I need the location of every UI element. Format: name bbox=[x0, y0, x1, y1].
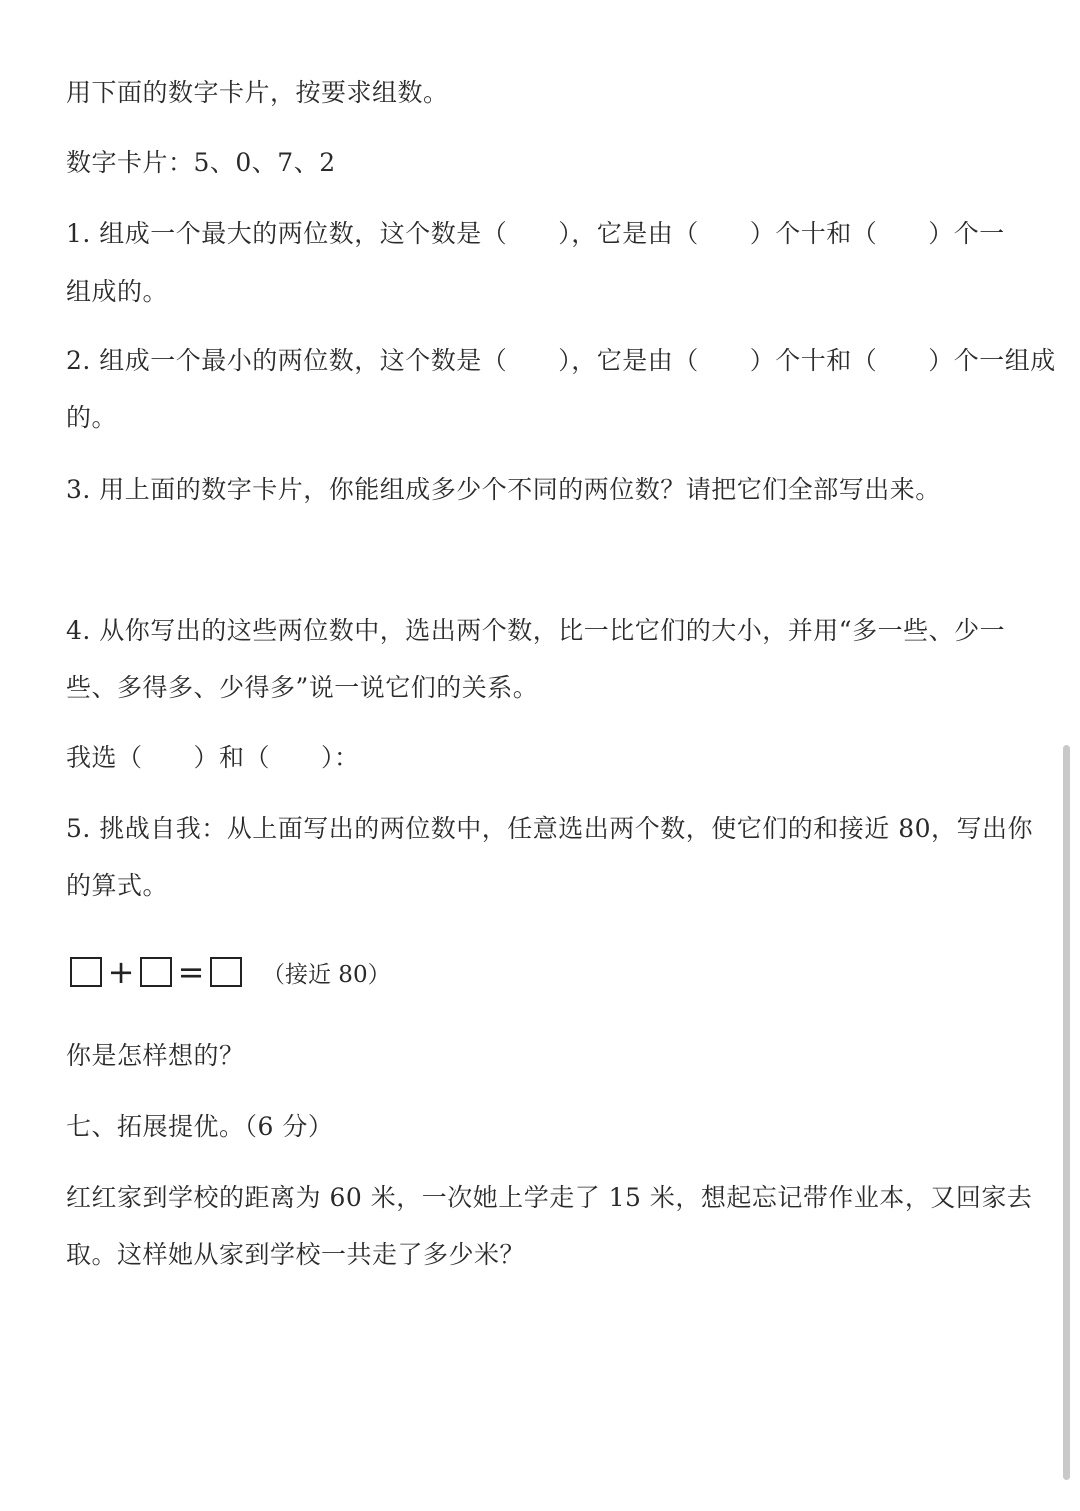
question-5-followup: 你是怎样想的？ bbox=[66, 1041, 245, 1070]
question-4-line-2: 些、多得多、少得多”说一说它们的关系。 bbox=[66, 673, 539, 702]
question-5-line-2: 的算式。 bbox=[66, 871, 169, 900]
question-4-line-1: 4. 从你写出的这些两位数中，选出两个数，比一比它们的大小，并用“多一些、少一 bbox=[66, 616, 1006, 645]
question-1-line-1: 1. 组成一个最大的两位数，这个数是（ ），它是由（ ）个十和（ ）个一 bbox=[66, 219, 1005, 248]
intro-text: 用下面的数字卡片，按要求组数。 bbox=[66, 78, 449, 107]
section-7-line-1: 红红家到学校的距离为 60 米，一次她上学走了 15 米，想起忘记带作业本，又回家去 bbox=[66, 1183, 1033, 1212]
answer-box-1[interactable] bbox=[70, 957, 102, 987]
vertical-scrollbar[interactable] bbox=[1063, 745, 1070, 1480]
question-4-choice-line: 我选（ ）和（ ）： bbox=[66, 743, 360, 772]
section-7-title: 七、拓展提优。（6 分） bbox=[66, 1112, 334, 1141]
formula-note: （接近 80） bbox=[262, 961, 391, 988]
plus-sign: + bbox=[107, 953, 135, 991]
equals-sign: = bbox=[177, 953, 205, 991]
question-2-line-1: 2. 组成一个最小的两位数，这个数是（ ），它是由（ ）个十和（ ）个一组成 bbox=[66, 346, 1056, 375]
question-5-line-1: 5. 挑战自我：从上面写出的两位数中，任意选出两个数，使它们的和接近 80，写出你 bbox=[66, 814, 1034, 843]
answer-box-2[interactable] bbox=[140, 957, 172, 987]
sum-formula bbox=[70, 954, 391, 990]
number-cards-line: 数字卡片：5、0、7、2 bbox=[66, 148, 336, 177]
question-1-line-2: 组成的。 bbox=[66, 277, 169, 306]
answer-box-3[interactable] bbox=[210, 957, 242, 987]
question-2-line-2: 的。 bbox=[66, 403, 118, 432]
question-3-line-1: 3. 用上面的数字卡片，你能组成多少个不同的两位数？请把它们全部写出来。 bbox=[66, 475, 941, 504]
section-7-line-2: 取。这样她从家到学校一共走了多少米？ bbox=[66, 1240, 526, 1269]
